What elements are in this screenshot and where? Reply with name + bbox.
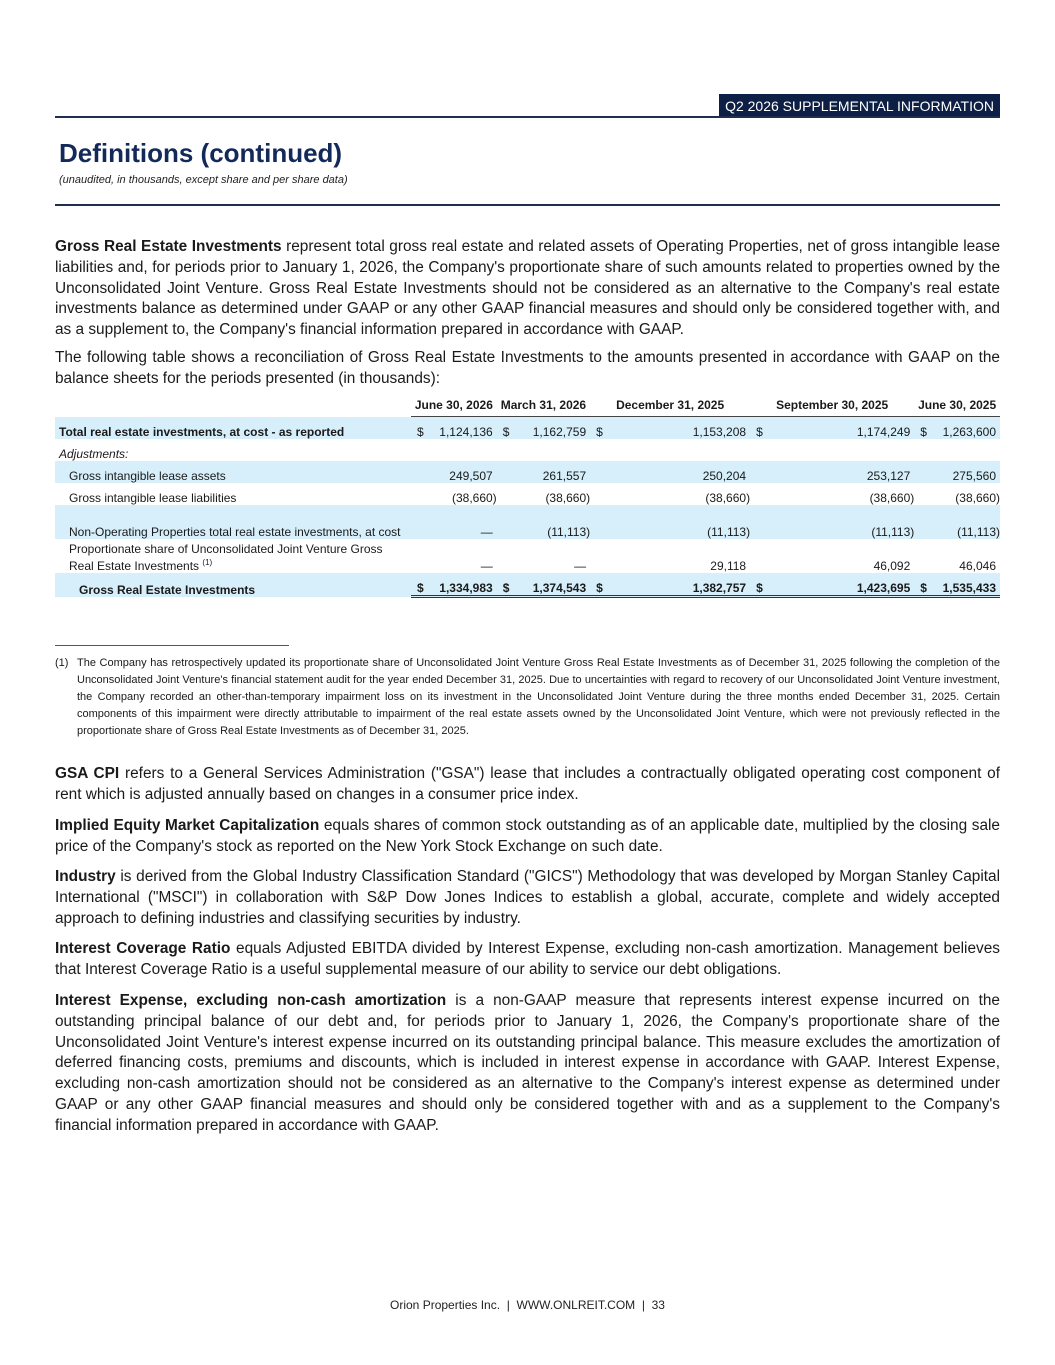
row-label: Gross intangible lease assets bbox=[55, 461, 411, 483]
implied-equity-definition bbox=[55, 816, 1000, 858]
currency-symbol: $ bbox=[497, 573, 519, 597]
row-label: Total real estate investments, at cost - as reported bbox=[55, 417, 411, 440]
interest-coverage-definition bbox=[55, 939, 1000, 981]
cell-value: 1,374,543 bbox=[519, 573, 590, 597]
currency-symbol: $ bbox=[750, 417, 772, 440]
cell-value: (38,660) bbox=[955, 491, 1000, 505]
column-header: December 31, 2025 bbox=[590, 398, 750, 417]
cell-value: (38,660) bbox=[545, 491, 591, 505]
cell-value: 1,174,249 bbox=[772, 417, 914, 440]
table-header-row bbox=[55, 398, 1000, 417]
table-row bbox=[55, 417, 1000, 440]
definition-text: equals shares of common stock outstanding as of an applicable date, multiplied by the closing sale price of the Company's stock as reported on the New York Stock Exchange on such date. bbox=[55, 817, 1000, 855]
cell-value: 1,153,208 bbox=[612, 417, 750, 440]
term: Interest Expense, excluding non-cash amortization bbox=[55, 992, 447, 1009]
currency-symbol: $ bbox=[750, 573, 772, 597]
cell-value: 46,092 bbox=[873, 559, 911, 573]
cell-value: (38,660) bbox=[705, 491, 751, 505]
cell-value: — bbox=[433, 505, 497, 539]
definition-text: refers to a General Services Administration ("GSA") lease that includes a contractually obligated operating cost component of rent which is adjusted annually based on changes in a consumer price index. bbox=[55, 765, 1000, 803]
column-header: March 31, 2026 bbox=[497, 398, 590, 417]
currency-symbol: $ bbox=[590, 573, 612, 597]
cell-value: 1,263,600 bbox=[936, 417, 1000, 440]
table-row bbox=[55, 573, 1000, 597]
interest-expense-definition bbox=[55, 991, 1000, 1137]
cell-value: 46,046 bbox=[959, 559, 996, 573]
cell-value: (11,113) bbox=[612, 505, 750, 539]
cell-value: 253,127 bbox=[772, 461, 914, 483]
cell-value: 1,124,136 bbox=[433, 417, 497, 440]
cell-value: 1,162,759 bbox=[519, 417, 590, 440]
cell-value: — bbox=[574, 559, 587, 573]
term: GSA CPI bbox=[55, 765, 120, 782]
report-banner: Q2 2026 SUPPLEMENTAL INFORMATION bbox=[719, 94, 1000, 118]
cell-value: 1,334,983 bbox=[433, 573, 497, 597]
table-row bbox=[55, 439, 1000, 461]
cell-value: (11,113) bbox=[772, 505, 914, 539]
row-label: Non-Operating Properties total real estate investments, at cost bbox=[55, 505, 411, 539]
cell-value: (11,113) bbox=[519, 505, 590, 539]
cell-value: 249,507 bbox=[433, 461, 497, 483]
currency-symbol: $ bbox=[411, 573, 433, 597]
gross-rei-definition bbox=[55, 237, 1000, 341]
footnote-text: The Company has retrospectively updated its proportionate share of Unconsolidated Joint Venture Gross Real Estate Investments as of December 31, 2025 following the completion of the Unconsolidated Joint Venture's financial statement audit for the year ended December 31, 2025. Due to uncertainties with regard to recovery of our Unconsolidated Joint Venture investment, the Company recorded an other-than-temporary impairment loss on its investment in the Unconsolidated Joint Venture during the three months ended December 31, 2025. Certain components of this impairment were directly attributable to impairment of the real estate assets owned by the Unconsolidated Joint Venture, which were not previously reflected in the proportionate share of Gross Real Estate Investments as of December 31, 2025. bbox=[77, 657, 1000, 737]
cell-value: 1,382,757 bbox=[612, 573, 750, 597]
header-rule bbox=[55, 116, 1000, 118]
cell-value: (38,660) bbox=[869, 491, 915, 505]
footnote-ref: (1) bbox=[202, 558, 213, 567]
row-label: Adjustments: bbox=[59, 447, 129, 461]
currency-symbol: $ bbox=[411, 417, 433, 440]
definition-text: equals Adjusted EBITDA divided by Interest Expense, excluding non-cash amortization. Management believes that Interest Coverage Ratio is a useful supplemental measure of our ability to service our debt obligations. bbox=[55, 940, 1000, 978]
cell-value: 29,118 bbox=[710, 559, 747, 573]
currency-symbol: $ bbox=[914, 573, 936, 597]
industry-definition bbox=[55, 867, 1000, 929]
cell-value: 261,557 bbox=[519, 461, 590, 483]
table-row bbox=[55, 505, 1000, 539]
term: Interest Coverage Ratio bbox=[55, 940, 231, 957]
page-footer: Orion Properties Inc. | WWW.ONLREIT.COM | 33 bbox=[390, 1298, 665, 1312]
footnote bbox=[55, 655, 1000, 740]
footnote-rule bbox=[55, 645, 289, 646]
row-label bbox=[55, 539, 411, 573]
definition-text: represent total gross real estate and related assets of Operating Properties, net of gross intangible lease liabilities and, for periods prior to January 1, 2026, the Company's proportionate share of such amounts related to properties owned by the Unconsolidated Joint Venture. Gross Real Estate Investments should not be considered as an alternative to the Company's real estate investments balance as determined under GAAP or any other GAAP financial measures and should only be considered together with, and as a supplement to, the Company's financial information prepared in accordance with GAAP. bbox=[55, 238, 1000, 339]
term: Gross Real Estate Investments bbox=[55, 238, 282, 255]
page-subtitle: (unaudited, in thousands, except share and per share data) bbox=[59, 174, 348, 186]
cell-value: (38,660) bbox=[451, 491, 497, 505]
currency-symbol: $ bbox=[914, 417, 936, 440]
reconciliation-table bbox=[55, 398, 1000, 598]
cell-value: 1,423,695 bbox=[772, 573, 914, 597]
page-title: Definitions (continued) bbox=[59, 138, 343, 168]
cell-value: — bbox=[480, 559, 493, 573]
table-row bbox=[55, 483, 1000, 505]
column-header: June 30, 2026 bbox=[411, 398, 497, 417]
row-label: Gross Real Estate Investments bbox=[55, 573, 411, 597]
row-label-text: Proportionate share of Unconsolidated Joint Venture Gross Real Estate Investments bbox=[69, 542, 383, 573]
gsa-cpi-definition bbox=[55, 764, 1000, 806]
footnote-number: (1) bbox=[55, 657, 69, 669]
cell-value: 1,535,433 bbox=[936, 573, 1000, 597]
cell-value: (11,113) bbox=[936, 505, 1000, 539]
currency-symbol: $ bbox=[497, 417, 519, 440]
definition-text: is a non-GAAP measure that represents interest expense incurred on the outstanding principal balance of our debt and, for periods prior to January 1, 2026, the Company's proportionate share of the Unconsolidated Joint Venture's interest expense incurred on its outstanding principal balance. This measure excludes the amortization of deferred financing costs, premiums and discounts, which is included in interest expense in accordance with GAAP. Interest Expense, excluding non-cash amortization should not be considered as an alternative to the Company's interest expense as determined under GAAP or any other GAAP financial measures and should only be considered together with and as a supplement to the Company's financial information prepared in accordance with GAAP. bbox=[55, 992, 1000, 1134]
cell-value: 275,560 bbox=[936, 461, 1000, 483]
definition-text: is derived from the Global Industry Classification Standard ("GICS") Methodology that was developed by Morgan Stanley Capital International ("MSCI") in collaboration with S&P Dow Jones Indices to establish a global, accurate, complete and widely accepted approach to defining industries and classifying securities by industry. bbox=[55, 868, 1000, 927]
currency-symbol: $ bbox=[590, 417, 612, 440]
term: Industry bbox=[55, 868, 116, 885]
table-row bbox=[55, 461, 1000, 483]
term: Implied Equity Market Capitalization bbox=[55, 817, 320, 834]
column-header: September 30, 2025 bbox=[750, 398, 914, 417]
row-label: Gross intangible lease liabilities bbox=[69, 491, 237, 505]
cell-value: 250,204 bbox=[612, 461, 750, 483]
table-row bbox=[55, 539, 1000, 573]
column-header: June 30, 2025 bbox=[914, 398, 1000, 417]
title-rule bbox=[55, 204, 1000, 206]
reconciliation-intro: The following table shows a reconciliation of Gross Real Estate Investments to the amounts presented in accordance with GAAP on the balance sheets for the periods presented (in thousands): bbox=[55, 349, 1000, 387]
